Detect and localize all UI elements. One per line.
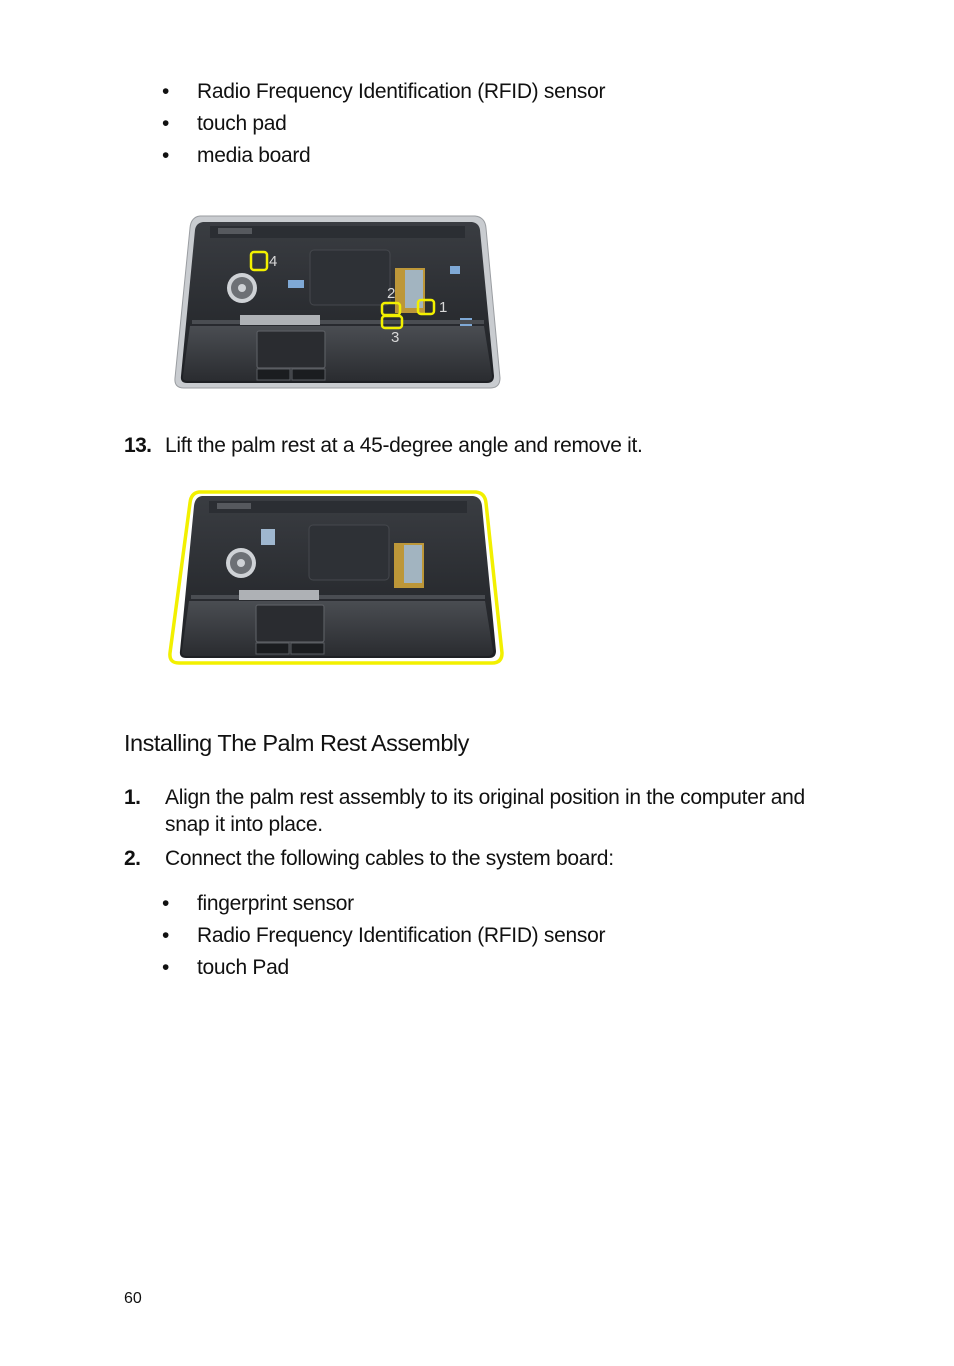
step-number: 2. (124, 847, 141, 870)
step-number: 1. (124, 786, 141, 809)
callout-number: 4 (269, 253, 278, 270)
touchpad-area (256, 605, 324, 642)
figure-palmrest-outline (165, 487, 510, 669)
bullet-symbol: • (162, 956, 170, 979)
list-item-text: Radio Frequency Identification (RFID) sensor (197, 80, 606, 103)
list-item-text: Radio Frequency Identification (RFID) sensor (197, 924, 606, 947)
figure-palmrest-callouts (170, 208, 505, 393)
step-text: Lift the palm rest at a 45-degree angle and remove it. (165, 434, 643, 457)
bullet-symbol: • (162, 144, 170, 167)
section-heading: Installing The Palm Rest Assembly (124, 730, 469, 756)
step-text-line: Connect the following cables to the system board: (165, 847, 614, 870)
list-item-text: touch pad (197, 112, 287, 135)
callout-number: 3 (391, 329, 400, 346)
callout-number: 2 (387, 285, 396, 302)
list-item-text: media board (197, 144, 311, 167)
page-number: 60 (124, 1290, 142, 1307)
list-item-text: touch Pad (197, 956, 289, 979)
step-text-line: Align the palm rest assembly to its original position in the computer and (165, 786, 805, 809)
palmrest-illustration (170, 208, 505, 393)
bullet-symbol: • (162, 924, 170, 947)
palmrest-removal-illustration (165, 487, 510, 669)
bullet-symbol: • (162, 112, 170, 135)
list-item-text: fingerprint sensor (197, 892, 354, 915)
touchpad-area (257, 331, 325, 368)
bullet-symbol: • (162, 80, 170, 103)
callout-number: 1 (439, 299, 448, 316)
step-text-line: snap it into place. (165, 813, 323, 836)
bullet-symbol: • (162, 892, 170, 915)
step-number: 13. (124, 434, 152, 457)
